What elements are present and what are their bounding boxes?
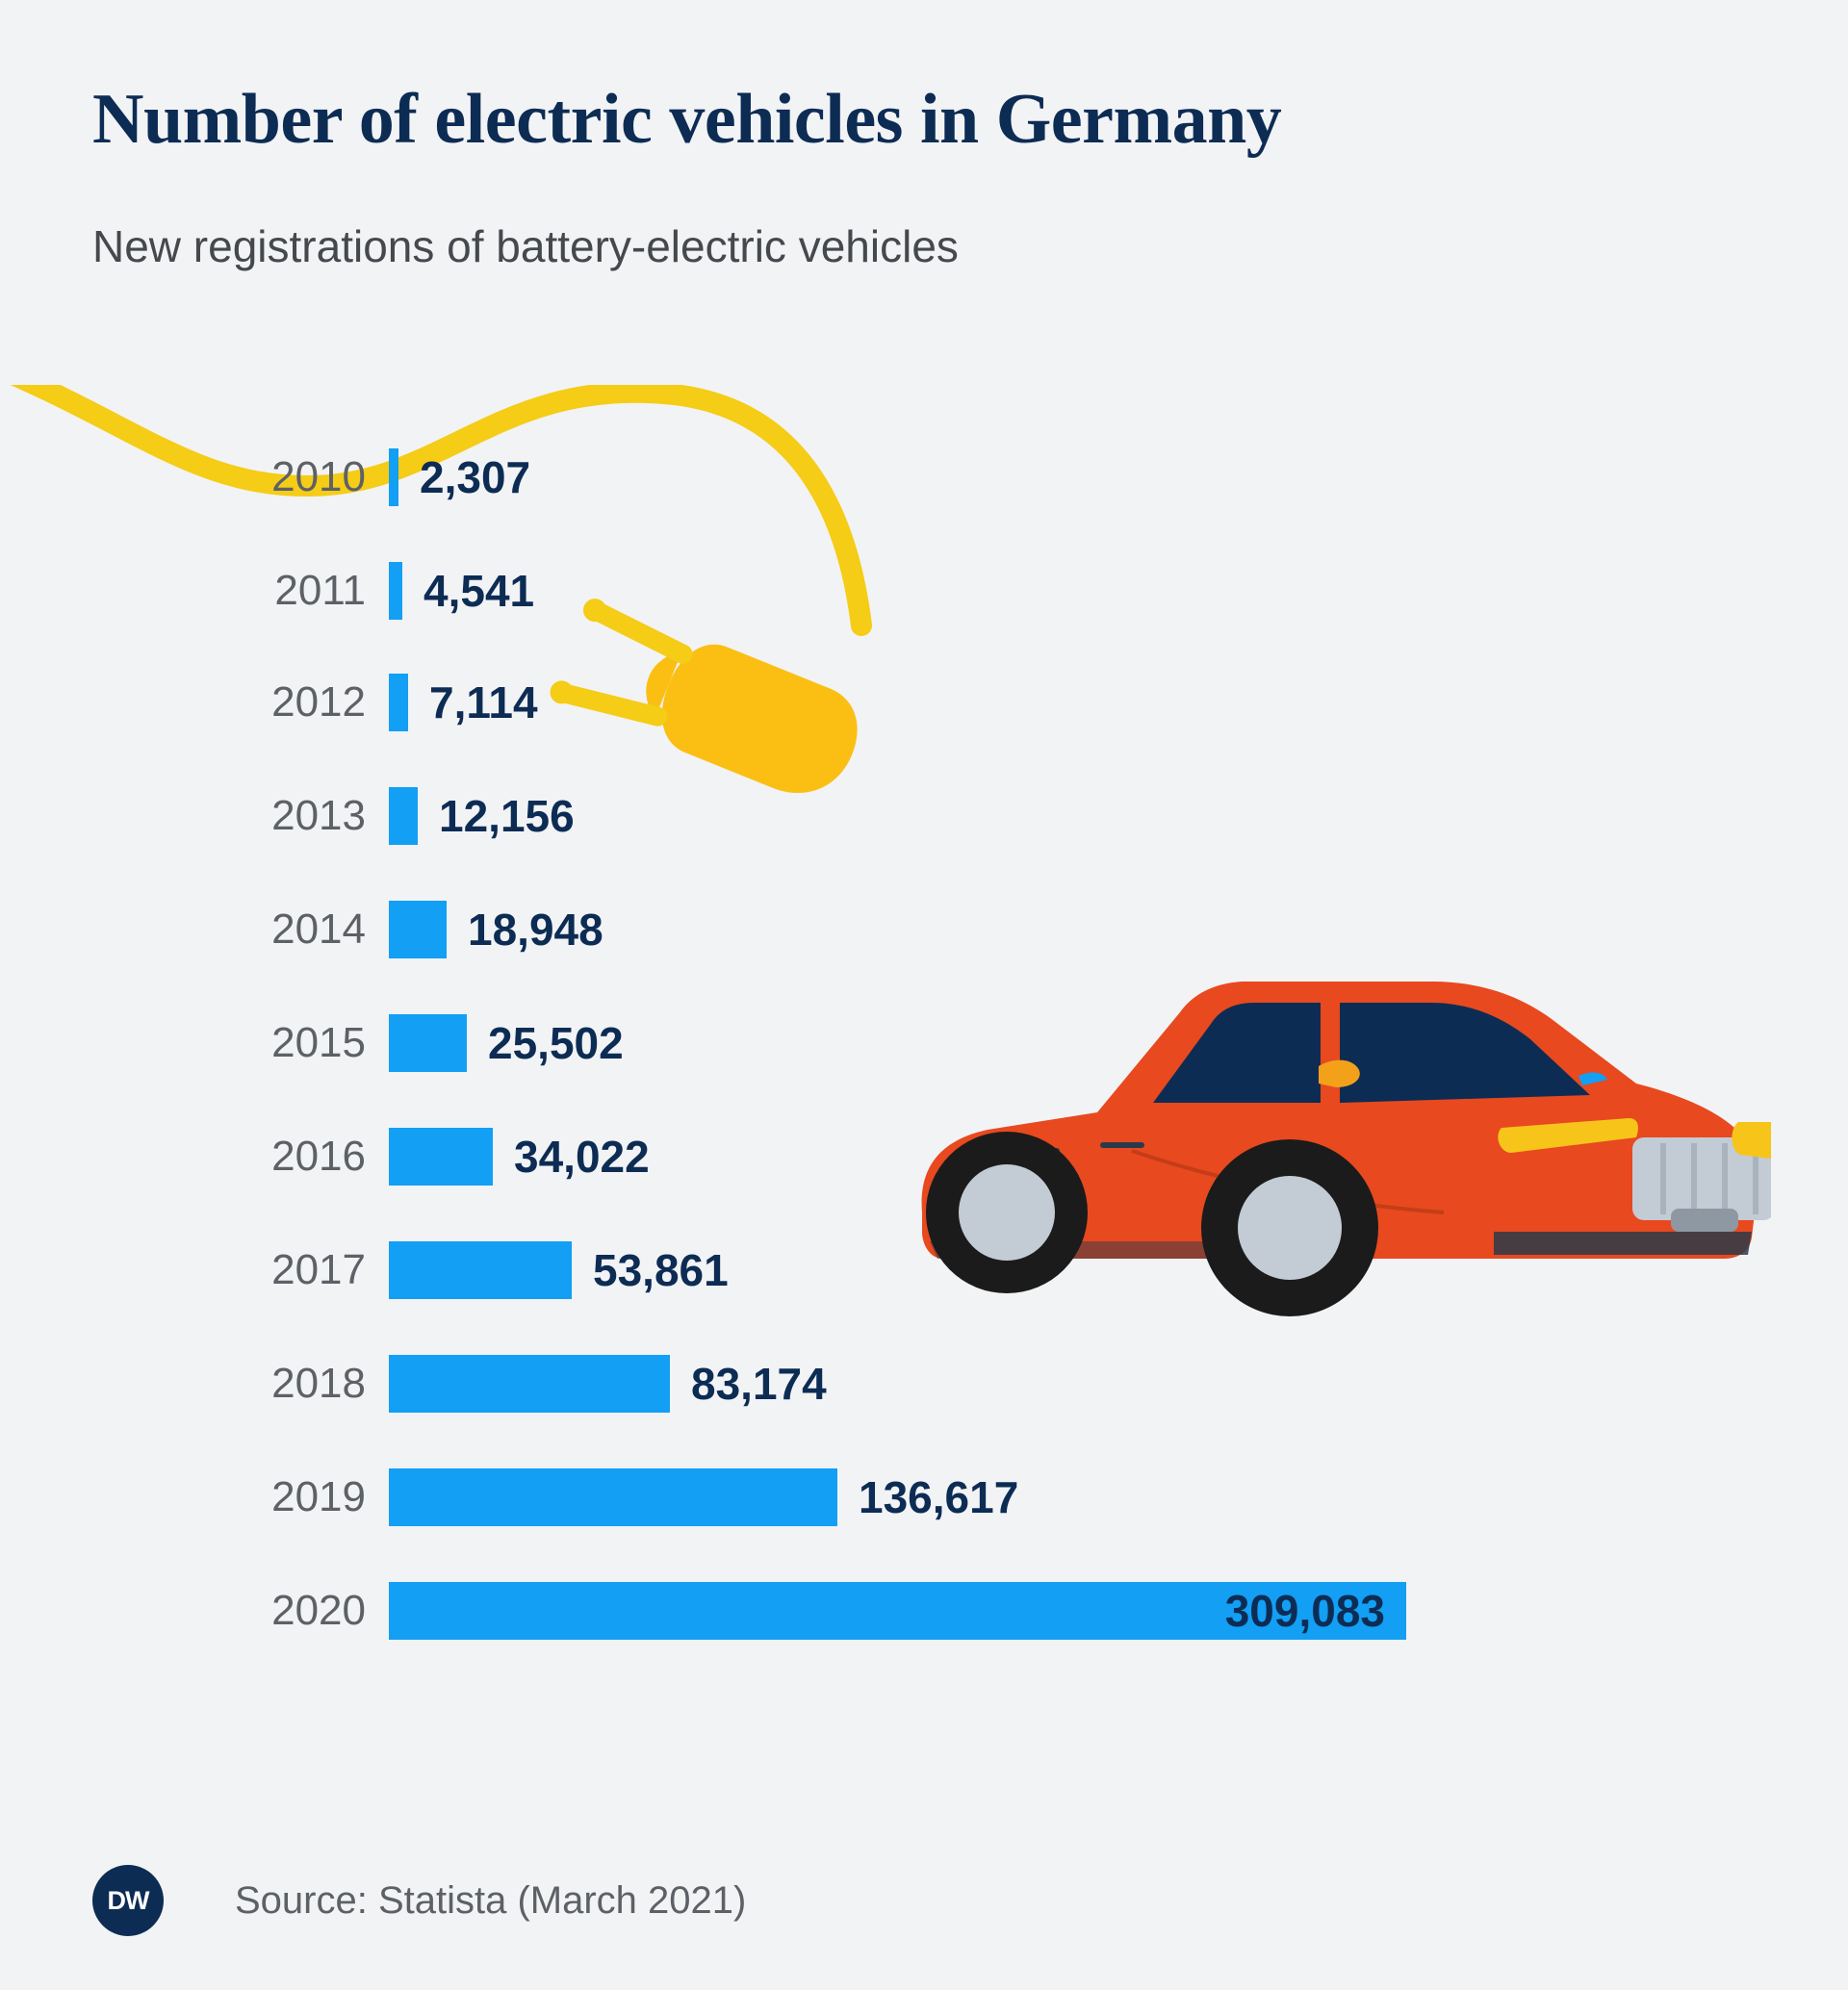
chart-row	[0, 1226, 1848, 1314]
value-label: 7,114	[429, 677, 538, 727]
bar	[389, 448, 398, 506]
bar-chart	[0, 433, 1848, 1780]
bar	[389, 901, 447, 958]
chart-row	[0, 1112, 1848, 1201]
page-title: Number of electric vehicles in Germany	[92, 80, 1282, 159]
bar-group	[389, 1112, 650, 1201]
bar	[389, 674, 408, 731]
bar	[389, 562, 402, 620]
source-note: Source: Statista (March 2021)	[235, 1878, 747, 1922]
category-label: 2019	[271, 1473, 366, 1520]
value-label: 53,861	[593, 1245, 729, 1295]
bar-group	[389, 1339, 827, 1428]
footer	[92, 1865, 746, 1936]
chart-row	[0, 1567, 1848, 1655]
bar	[389, 1128, 493, 1186]
bar-group	[389, 658, 538, 747]
value-label: 309,083	[1224, 1586, 1385, 1636]
value-label: 4,541	[424, 566, 535, 616]
value-label: 83,174	[691, 1359, 827, 1409]
chart-row	[0, 658, 1848, 747]
bar-group	[389, 433, 530, 522]
category-label: 2012	[271, 678, 366, 726]
bar-group	[389, 885, 603, 974]
chart-row	[0, 1339, 1848, 1428]
bar	[389, 1014, 467, 1072]
bar-group	[389, 1567, 1545, 1655]
bar	[389, 787, 418, 845]
category-label: 2013	[271, 792, 366, 839]
value-label: 18,948	[468, 905, 603, 955]
category-label: 2016	[271, 1133, 366, 1180]
chart-row	[0, 999, 1848, 1087]
value-label: 12,156	[439, 791, 575, 841]
category-label: 2010	[271, 453, 366, 500]
category-label: 2015	[271, 1019, 366, 1066]
dw-logo: DW	[92, 1865, 164, 1936]
category-label: 2018	[271, 1360, 366, 1407]
bar-group	[389, 772, 575, 860]
value-label: 136,617	[859, 1472, 1019, 1522]
bar	[389, 1468, 837, 1526]
category-label: 2011	[274, 567, 366, 614]
value-label: 34,022	[514, 1132, 650, 1182]
chart-row	[0, 772, 1848, 860]
category-label: 2020	[271, 1587, 366, 1634]
bar-group	[389, 547, 534, 635]
bar-group	[389, 1226, 729, 1314]
bar-group	[389, 999, 624, 1087]
value-label: 25,502	[488, 1018, 624, 1068]
category-label: 2014	[271, 906, 366, 953]
chart-row	[0, 885, 1848, 974]
chart-row	[0, 433, 1848, 522]
bar	[389, 1241, 572, 1299]
chart-row	[0, 547, 1848, 635]
value-label: 2,307	[420, 452, 531, 502]
page-subtitle: New registrations of battery-electric vehicles	[92, 221, 959, 271]
chart-row	[0, 1453, 1848, 1542]
bar-group	[389, 1453, 1018, 1542]
bar	[389, 1355, 670, 1413]
category-label: 2017	[271, 1246, 366, 1293]
